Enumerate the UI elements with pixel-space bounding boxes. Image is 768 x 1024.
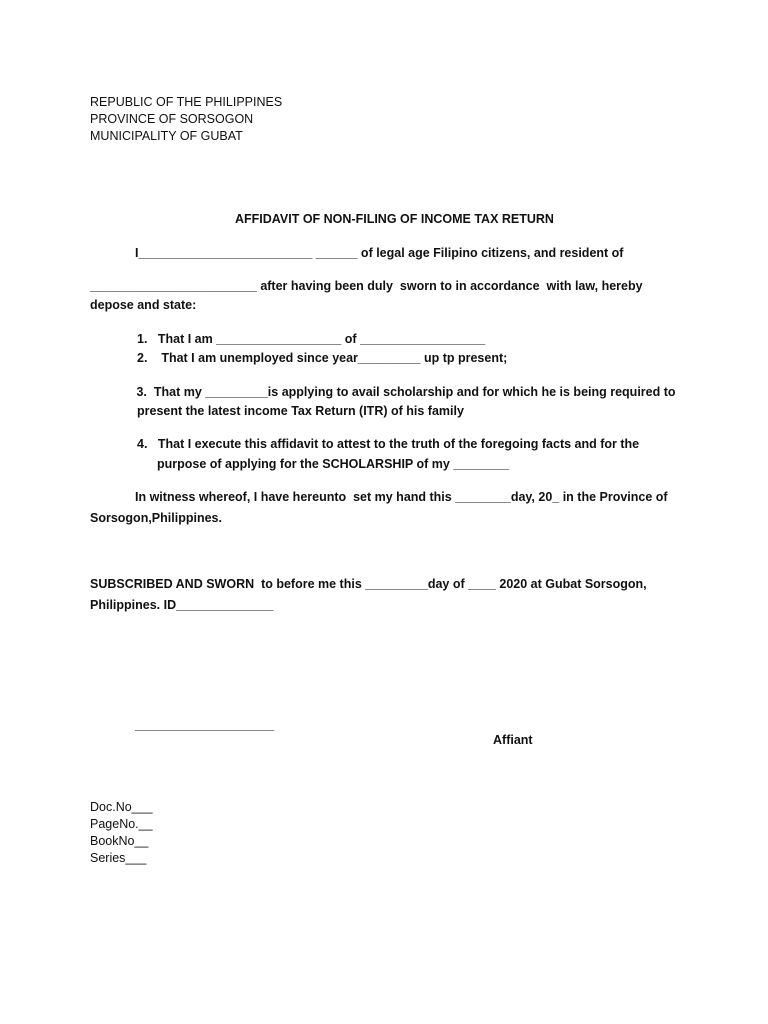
- signature-line: ____________________: [135, 718, 275, 732]
- subscribed-line-2: Philippines. ID______________: [90, 598, 274, 612]
- doc-no: Doc.No___: [90, 800, 153, 814]
- book-no: BookNo__: [90, 834, 149, 848]
- page-no: PageNo.__: [90, 817, 153, 831]
- header-province: PROVINCE OF SORSOGON: [90, 112, 254, 126]
- item-2: 2. That I am unemployed since year_________ up tp present;: [137, 351, 508, 365]
- item-4-line-1: 4. That I execute this affidavit to attest to the truth of the foregoing facts and for the: [137, 437, 640, 451]
- item-3-line-1: 3. That my _________is applying to avail scholarship and for which he is being required to: [133, 385, 676, 399]
- intro-line-2: ________________________ after having been duly sworn to in accordance with law, hereby: [90, 279, 643, 293]
- header-municipality: MUNICIPALITY OF GUBAT: [90, 129, 243, 143]
- item-3-line-2: present the latest income Tax Return (ITR) of his family: [137, 404, 464, 418]
- subscribed-line-1: SUBSCRIBED AND SWORN to before me this _________day of ____ 2020 at Gubat Sorsogon,: [90, 577, 647, 591]
- witness-line-1: In witness whereof, I have hereunto set my hand this ________day, 20_ in the Province of: [135, 490, 668, 504]
- document-title: AFFIDAVIT OF NON-FILING OF INCOME TAX RETURN: [235, 212, 554, 226]
- item-1: 1. That I am __________________ of __________________: [137, 332, 486, 346]
- series-no: Series___: [90, 851, 147, 865]
- header-republic: REPUBLIC OF THE PHILIPPINES: [90, 95, 283, 109]
- intro-line-1: I_________________________ ______ of legal age Filipino citizens, and resident of: [135, 246, 624, 260]
- affiant-label: Affiant: [493, 733, 533, 747]
- witness-line-2: Sorsogon,Philippines.: [90, 511, 222, 525]
- item-4-line-2: purpose of applying for the SCHOLARSHIP of my ________: [157, 457, 509, 471]
- intro-line-3: depose and state:: [90, 298, 197, 312]
